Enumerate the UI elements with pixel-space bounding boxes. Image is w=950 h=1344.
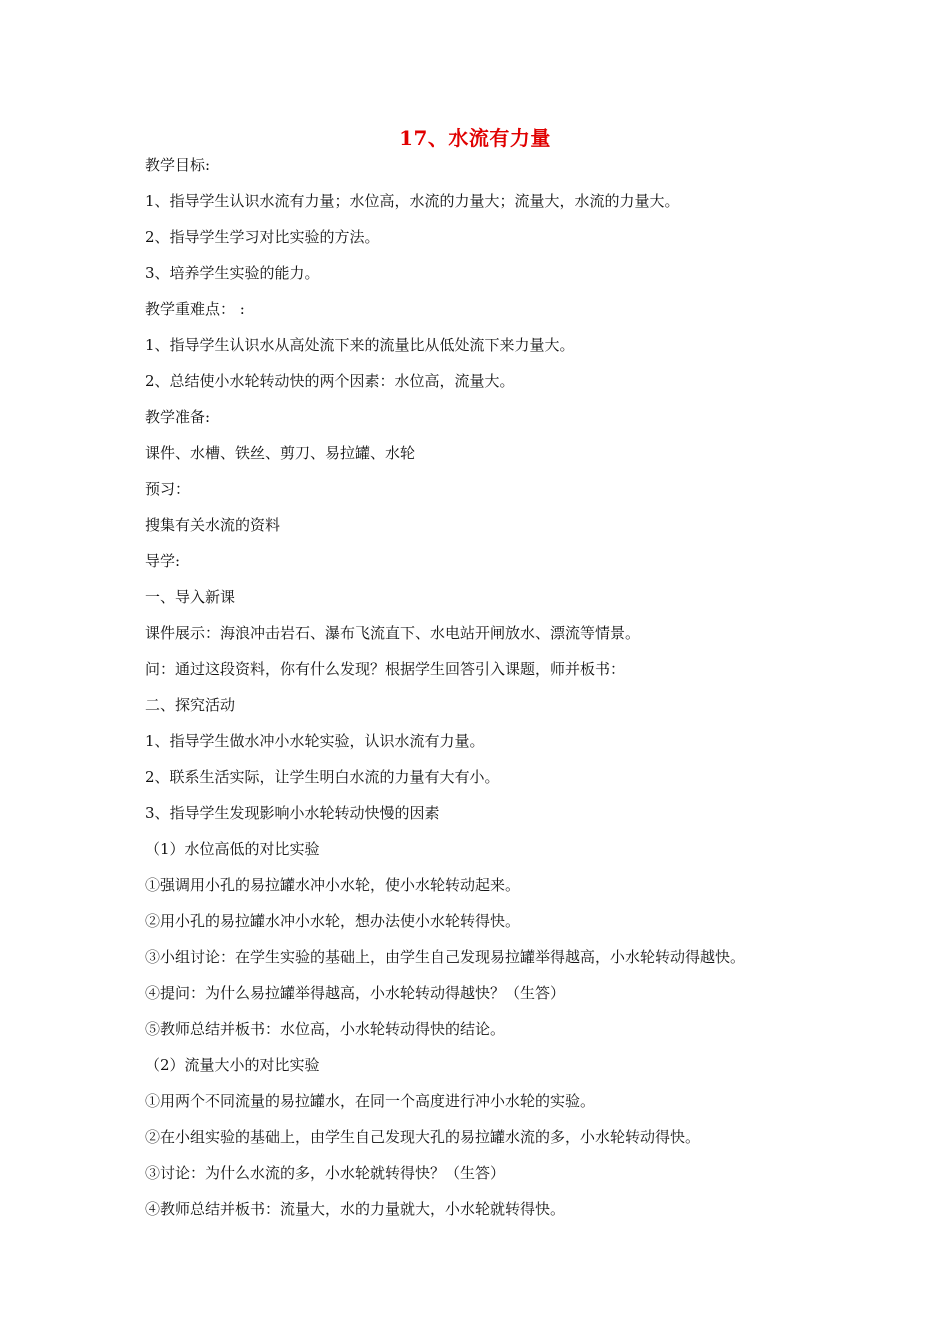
document-title: 17、水流有力量 — [399, 126, 551, 150]
paragraph-courseware-display: 课件展示：海浪冲击岩石、瀑布飞流直下、水电站开闸放水、漂流等情景。 — [145, 624, 641, 642]
flow-rate-step-1: ①用两个不同流量的易拉罐水，在同一个高度进行冲小水轮的实验。 — [145, 1092, 596, 1110]
section-heading-objectives: 教学目标: — [145, 156, 211, 174]
flow-rate-step-4: ④教师总结并板书：流量大，水的力量就大，小水轮就转得快。 — [145, 1200, 566, 1218]
water-level-step-4: ④提问：为什么易拉罐举得越高，小水轮转动得越快？（生答） — [145, 984, 566, 1002]
experiment-heading-water-level: （1）水位高低的对比实验 — [145, 840, 320, 858]
water-level-step-3: ③小组讨论：在学生实验的基础上，由学生自己发现易拉罐举得越高，小水轮转动得越快。 — [145, 948, 746, 966]
experiment-heading-flow-rate: （2）流量大小的对比实验 — [145, 1056, 320, 1074]
section-heading-preview: 预习： — [145, 480, 191, 498]
subsection-heading-inquiry: 二、探究活动 — [145, 696, 236, 714]
inquiry-item-3: 3、指导学生发现影响小水轮转动快慢的因素 — [145, 804, 440, 822]
flow-rate-step-3: ③讨论：为什么水流的多，小水轮就转得快？（生答） — [145, 1164, 506, 1182]
inquiry-item-2: 2、联系生活实际，让学生明白水流的力量有大有小。 — [145, 768, 500, 786]
section-heading-guided-learning: 导学: — [145, 552, 181, 570]
key-point-item-1: 1、指导学生认识水从高处流下来的流量比从低处流下来力量大。 — [145, 336, 575, 354]
water-level-step-2: ②用小孔的易拉罐水冲小水轮，想办法使小水轮转得快。 — [145, 912, 521, 930]
objective-item-3: 3、培养学生实验的能力。 — [145, 264, 320, 282]
objective-item-2: 2、指导学生学习对比实验的方法。 — [145, 228, 380, 246]
subsection-heading-introduction: 一、导入新课 — [145, 588, 236, 606]
objective-item-1: 1、指导学生认识水流有力量；水位高，水流的力量大；流量大，水流的力量大。 — [145, 192, 680, 210]
section-heading-key-points: 教学重难点： : — [145, 300, 245, 318]
preparation-materials: 课件、水槽、铁丝、剪刀、易拉罐、水轮 — [145, 444, 416, 462]
key-point-item-2: 2、总结使小水轮转动快的两个因素：水位高，流量大。 — [145, 372, 515, 390]
paragraph-question: 问：通过这段资料，你有什么发现？根据学生回答引入课题，师并板书： — [145, 660, 626, 678]
water-level-step-1: ①强调用小孔的易拉罐水冲小水轮，使小水轮转动起来。 — [145, 876, 521, 894]
water-level-step-5: ⑤教师总结并板书：水位高，小水轮转动得快的结论。 — [145, 1020, 506, 1038]
inquiry-item-1: 1、指导学生做水冲小水轮实验，认识水流有力量。 — [145, 732, 485, 750]
document-body — [145, 147, 865, 1227]
preview-text: 搜集有关水流的资料 — [145, 516, 281, 534]
section-heading-preparation: 教学准备: — [145, 408, 211, 426]
flow-rate-step-2: ②在小组实验的基础上，由学生自己发现大孔的易拉罐水流的多，小水轮转动得快。 — [145, 1128, 701, 1146]
